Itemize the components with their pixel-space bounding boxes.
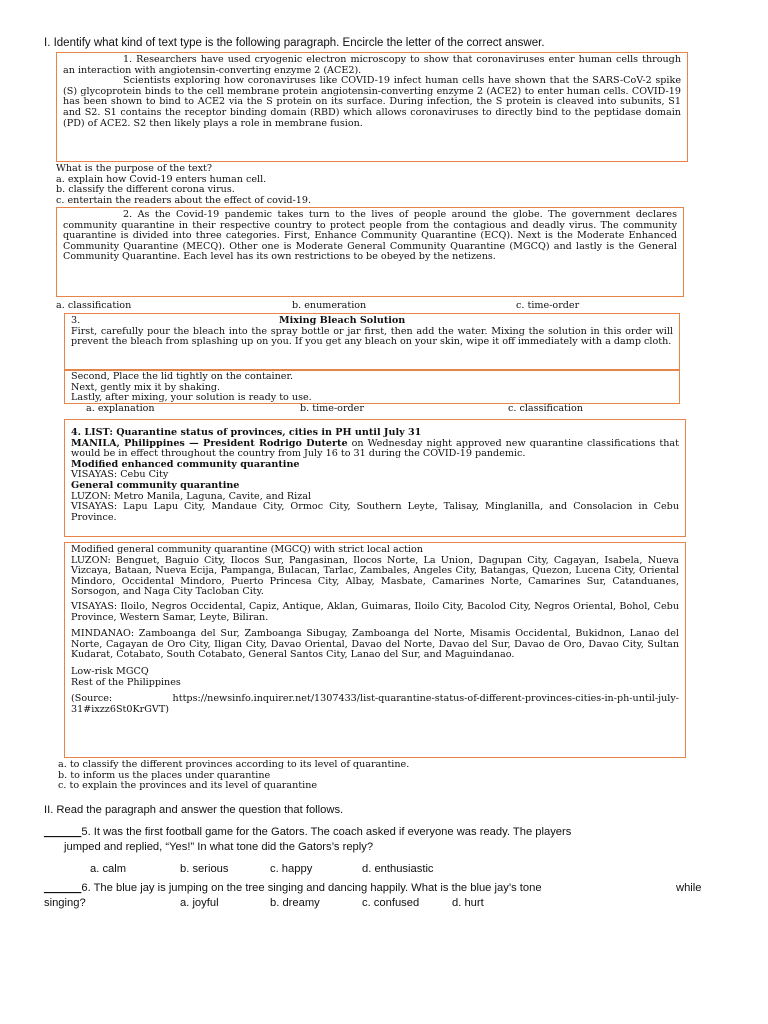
item4-mecq-visayas: VISAYAS: Cebu City [71, 469, 169, 481]
item4-source: (Source: https://newsinfo.inquirer.net/1307433/list-quarantine-status-of-different-provinces-cities-in-ph-until-july-31#ixzz6St0KrGVT) [71, 693, 679, 715]
item3-steps-box [64, 370, 680, 404]
item4-lead-bold: MANILA, Philippines — President Rodrigo Duterte [71, 437, 348, 449]
item4-mgcq-mindanao: MINDANAO: Zamboanga del Sur, Zamboanga Sibugay, Zamboanga del Norte, Misamis Occidental, Bukidnon, Lanao del Norte, Cagayan de Oro City, Iligan City, Davao Oriental, Davao del Norte, Davao del Sur, Davao de Oro, Davao City, Sultan Kudarat, Cotabato, South Cotabato, General Santos City, Lanao del Sur, and Maguindanao. [71, 628, 679, 661]
q5-options [44, 862, 734, 877]
q6-line-1 [44, 881, 734, 896]
item1-question: What is the purpose of the text? [56, 163, 213, 174]
item1-paragraph-2: Scientists exploring how coronaviruses like COVID-19 infect human cells have shown that the SARS-CoV-2 spike (S) glycoprotein binds to the cell membrane protein angiotensin-converting enzyme 2 (ACE2) to enter human cells. COVID-19 has been shown to bind to ACE2 via the S protein on its surface. During infection, the S protein is cleaved into subunits, S1 and S2. S1 contains the receptor binding domain (RBD) which allows coronaviruses to directly bind to the peptidase domain (PD) of ACE2. S2 then likely plays a role in membrane fusion. [63, 75, 681, 129]
item3-step-3: Next, gently mix it by shaking. [71, 381, 221, 393]
q6-text-2: singing? [44, 897, 86, 909]
item1-passage-box [56, 52, 688, 162]
item4-mgcq-visayas: VISAYAS: Iloilo, Negros Occidental, Capiz, Antique, Aklan, Guimaras, Iloilo City, Bacolod City, Negros Oriental, Bohol, Cebu Province, Western Samar, Leyte, Biliran. [71, 600, 679, 623]
q6-text-1b: while [676, 882, 702, 894]
item4-mecq-title: Modified enhanced community quarantine [71, 458, 300, 470]
item2-option-b: b. enumeration [292, 300, 367, 311]
q6-option-d[interactable]: d. hurt [452, 897, 484, 909]
part2-heading: II. Read the paragraph and answer the question that follows. [44, 804, 344, 816]
item3-option-a: a. explanation [86, 403, 155, 414]
question-6 [44, 881, 734, 911]
item2-option-a: a. classification [56, 300, 132, 311]
q6-option-c[interactable]: c. confused [362, 897, 420, 909]
q5-answer-blank[interactable]: ______ [44, 826, 82, 838]
item4-lead-rest: on Wednesday night approved new quarantine classifications that would be in effect throughout the country from July 16 to 31 during the COVID-19 pandemic. [71, 437, 680, 460]
q6-line-2 [44, 896, 734, 911]
item4-gcq-luzon: LUZON: Metro Manila, Laguna, Cavite, and Rizal [71, 490, 312, 502]
item3-option-b: b. time-order [300, 403, 364, 414]
q5-line-1 [44, 825, 734, 840]
item4-lowrisk-rest: Rest of the Philippines [71, 676, 181, 688]
q5-option-a[interactable]: a. calm [90, 863, 127, 875]
q6-option-a[interactable]: a. joyful [180, 897, 219, 909]
item4-gcq-title: General community quarantine [71, 479, 240, 491]
item1-option-b: b. classify the different corona virus. [56, 184, 235, 196]
item3-option-c: c. classification [508, 403, 583, 414]
item1-option-a: a. explain how Covid-19 enters human cell. [56, 173, 267, 185]
q6-answer-blank[interactable]: ______ [44, 882, 82, 894]
item1-question-block [56, 164, 696, 206]
item1-paragraph-1: 1. Researchers have used cryogenic electron microscopy to show that coronaviruses enter human cells through an interaction with angiotensin-converting enzyme 2 (ACE2). [63, 54, 681, 76]
item2-paragraph: 2. As the Covid-19 pandemic takes turn to the lives of people around the globe. The government declares community quarantine in their respective country to protect people from the contagious and deadly virus. The community quarantine is divided into three categories. First, Enhance Community Quarantine (ECQ). Next is the Moderate Enhanced Community Quarantine (MECQ). Other one is Moderate General Community Quarantine (MGCQ) and lastly is the General Community Quarantine. Each level has its own restrictions to be obeyed by the netizens. [63, 209, 677, 263]
question-5 [44, 825, 734, 877]
q5-text-1: 5. It was the first football game for the Gators. The coach asked if everyone was ready. The players [81, 826, 572, 838]
item4-article-box [64, 419, 686, 537]
item4-article-box-continued [64, 542, 686, 758]
item3-number: 3. [71, 315, 81, 326]
item4-option-b: b. to inform us the places under quarantine [58, 769, 271, 781]
item4-headline: 4. LIST: Quarantine status of provinces, cities in PH until July 31 [71, 427, 422, 438]
item4-option-c: c. to explain the provinces and its level of quarantine [58, 780, 318, 792]
item3-title-line [71, 316, 673, 327]
q6-option-b[interactable]: b. dreamy [270, 897, 320, 909]
q5-option-d[interactable]: d. enthusiastic [362, 863, 434, 875]
q5-text-2: jumped and replied, “Yes!” In what tone did the Gators’s reply? [64, 841, 374, 853]
item4-lead [71, 439, 679, 460]
item4-lowrisk-title: Low-risk MGCQ [71, 665, 149, 677]
item2-passage-box [56, 207, 684, 297]
part1-heading: I. Identify what kind of text type is the following paragraph. Encircle the letter of the correct answer. [44, 37, 545, 49]
q6-text-1: 6. The blue jay is jumping on the tree singing and dancing happily. What is the blue jay’s tone [81, 882, 542, 894]
item3-step-4: Lastly, after mixing, your solution is ready to use. [71, 392, 312, 404]
item3-title: Mixing Bleach Solution [279, 315, 406, 326]
item4-option-a: a. to classify the different provinces according to its level of quarantine. [58, 759, 410, 770]
item3-paragraph: First, carefully pour the bleach into the spray bottle or jar first, then add the water. Mixing the solution in this order will prevent the bleach from splashing up on you. If you get any bleach on your skin, wipe it off immediately with a damp cloth. [71, 325, 673, 348]
item3-step-2: Second, Place the lid tightly on the container. [71, 371, 294, 382]
item1-option-c: c. entertain the readers about the effect of covid-19. [56, 194, 312, 206]
item4-gcq-visayas: VISAYAS: Lapu Lapu City, Mandaue City, Ormoc City, Southern Leyte, Talisay, Minglanilla, and Consolacion in Cebu Province. [71, 501, 679, 523]
q5-option-b[interactable]: b. serious [180, 863, 229, 875]
item3-passage-box [64, 313, 680, 370]
item4-mgcq-luzon: LUZON: Benguet, Baguio City, Ilocos Sur, Pangasinan, Ilocos Norte, La Union, Dagupan City, Cagayan, Isabela, Nueva Vizcaya, Bataan, Nueva Ecija, Pampanga, Bulacan, Tarlac, Zambales, Angeles City, Batangas, Quezon, Lucena City, Oriental Mindoro, Occidental Mindoro, Puerto Princesa City, Albay, Masbate, Camarines Norte, Camarines Sur, Catanduanes, Sorsogon, and Naga City Tacloban City. [71, 554, 679, 598]
q5-option-c[interactable]: c. happy [270, 863, 313, 875]
item2-option-c: c. time-order [516, 300, 580, 311]
item4-mgcq-title: Modified general community quarantine (MGCQ) with strict local action [71, 544, 423, 555]
item4-options [58, 760, 698, 792]
